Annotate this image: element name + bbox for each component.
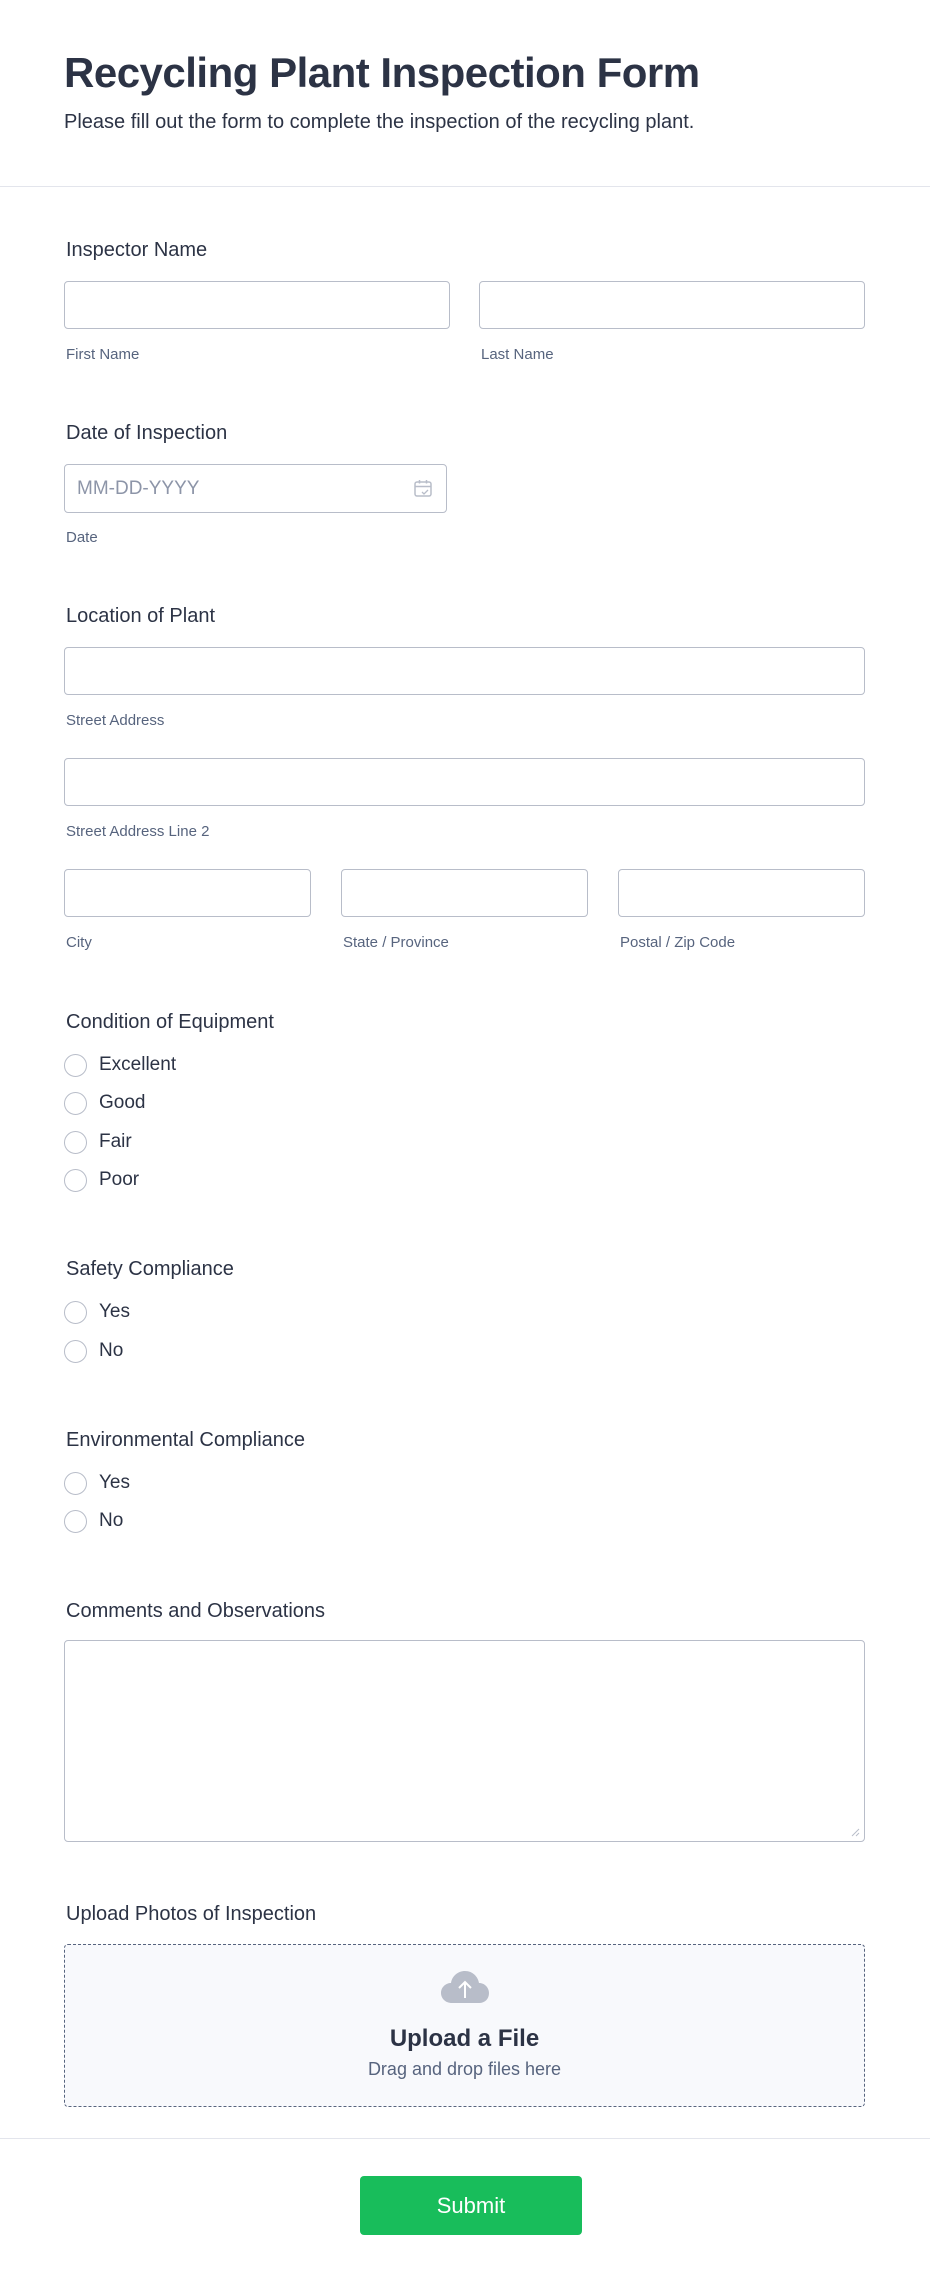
comments-textarea[interactable] <box>64 1640 865 1842</box>
cloud-upload-icon <box>440 1969 490 2005</box>
radio-label: No <box>99 1510 124 1531</box>
radio-button[interactable] <box>64 1131 87 1154</box>
inspector-name-label: Inspector Name <box>66 239 208 261</box>
date-input[interactable] <box>64 464 447 513</box>
form-subtitle: Please fill out the form to complete the inspection of the recycling plant. <box>64 111 695 133</box>
last-name-sublabel: Last Name <box>481 346 554 363</box>
last-name-input[interactable] <box>479 281 865 329</box>
radio-button[interactable] <box>64 1510 87 1533</box>
location-of-plant-label: Location of Plant <box>66 605 215 627</box>
comments-label: Comments and Observations <box>66 1600 326 1622</box>
radio-button[interactable] <box>64 1054 87 1077</box>
file-upload-dropzone[interactable] <box>64 1944 865 2107</box>
date-field <box>64 464 447 513</box>
city-input[interactable] <box>64 869 311 917</box>
calendar-icon[interactable] <box>413 478 433 498</box>
radio-option-safety-no[interactable] <box>64 1337 123 1365</box>
radio-label: Yes <box>99 1301 130 1322</box>
radio-option-environmental-yes[interactable] <box>64 1469 130 1497</box>
radio-option-fair[interactable] <box>64 1128 132 1156</box>
street-address-line2-input[interactable] <box>64 758 865 806</box>
radio-button[interactable] <box>64 1472 87 1495</box>
date-of-inspection-label: Date of Inspection <box>66 422 228 444</box>
radio-label: No <box>99 1340 124 1361</box>
environmental-compliance-label: Environmental Compliance <box>66 1429 306 1451</box>
state-province-input[interactable] <box>341 869 588 917</box>
submit-button[interactable]: Submit <box>360 2176 582 2235</box>
upload-title: Upload a File <box>389 2025 540 2052</box>
radio-option-excellent[interactable] <box>64 1051 176 1079</box>
radio-button[interactable] <box>64 1169 87 1192</box>
radio-button[interactable] <box>64 1092 87 1115</box>
street-address-line2-sublabel: Street Address Line 2 <box>66 823 210 840</box>
form-header <box>0 0 930 187</box>
city-sublabel: City <box>66 934 92 951</box>
first-name-sublabel: First Name <box>66 346 140 363</box>
radio-option-poor[interactable] <box>64 1166 139 1194</box>
upload-subtitle: Drag and drop files here <box>367 2059 562 2079</box>
radio-button[interactable] <box>64 1340 87 1363</box>
postal-zip-sublabel: Postal / Zip Code <box>620 934 736 951</box>
safety-compliance-label: Safety Compliance <box>66 1258 234 1280</box>
street-address-input[interactable] <box>64 647 865 695</box>
radio-button[interactable] <box>64 1301 87 1324</box>
radio-label: Poor <box>99 1169 140 1190</box>
street-address-sublabel: Street Address <box>66 712 165 729</box>
date-sublabel: Date <box>66 529 98 546</box>
resize-grip-icon[interactable] <box>850 1827 860 1837</box>
radio-label: Yes <box>99 1472 130 1493</box>
radio-option-environmental-no[interactable] <box>64 1507 123 1535</box>
postal-zip-input[interactable] <box>618 869 865 917</box>
state-province-sublabel: State / Province <box>343 934 449 951</box>
radio-label: Good <box>99 1092 146 1113</box>
condition-of-equipment-label: Condition of Equipment <box>66 1011 274 1033</box>
first-name-input[interactable] <box>64 281 450 329</box>
radio-label: Fair <box>99 1131 132 1152</box>
form-title: Recycling Plant Inspection Form <box>64 49 700 96</box>
footer-divider <box>0 2138 930 2139</box>
radio-option-good[interactable] <box>64 1089 145 1117</box>
radio-option-safety-yes[interactable] <box>64 1298 130 1326</box>
radio-label: Excellent <box>99 1054 177 1075</box>
upload-photos-label: Upload Photos of Inspection <box>66 1903 317 1925</box>
